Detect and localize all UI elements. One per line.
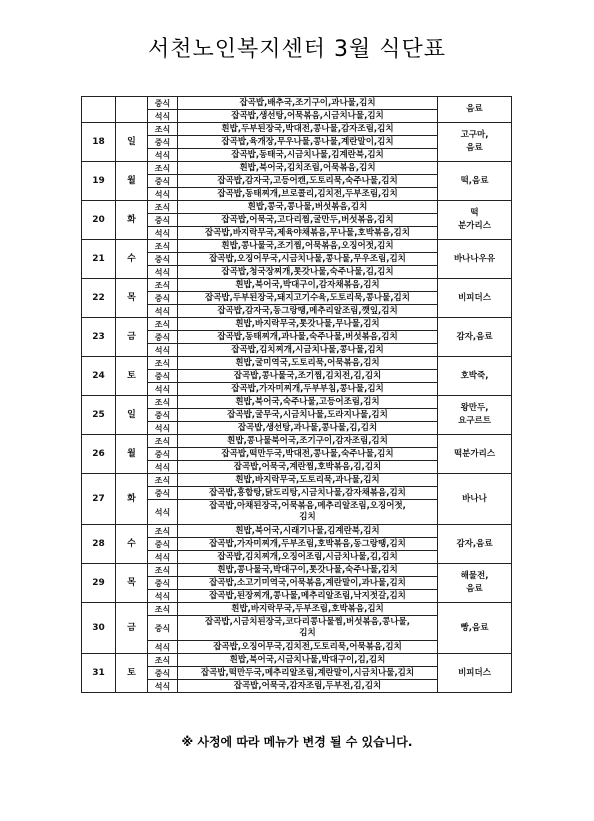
menu-items-cell: 흰밥,두부된장국,박대전,콩나물,감자조림,김치 xyxy=(178,123,438,136)
menu-row xyxy=(82,318,512,331)
weekday-cell: 일 xyxy=(116,396,148,435)
menu-items-cell: 잡곡밥,두부된장국,돼지고기수육,도토리묵,콩나물,김치 xyxy=(178,292,438,305)
date-cell: 21 xyxy=(82,240,116,279)
snack-cell: 음료 xyxy=(438,97,512,123)
menu-items-cell: 잡곡밥,소고기미역국,어묵볶음,계란말이,과나물,김치 xyxy=(178,577,438,590)
snack-cell: 떡,음료 xyxy=(438,162,512,201)
menu-items-cell: 잡곡밥,김치찌개,시금치나물,콩나물,김치 xyxy=(178,344,438,357)
weekday-cell: 목 xyxy=(116,564,148,603)
weekday-cell: 수 xyxy=(116,240,148,279)
menu-items-cell: 흰밥,북어국,시래기나물,김계란북,김치 xyxy=(178,525,438,538)
date-cell: 28 xyxy=(82,525,116,564)
date-cell: 30 xyxy=(82,603,116,654)
date-cell: 22 xyxy=(82,279,116,318)
meal-type-cell: 석식 xyxy=(148,500,178,525)
meal-type-cell: 석식 xyxy=(148,422,178,435)
menu-row xyxy=(82,396,512,409)
snack-cell: 떡 분가리스 xyxy=(438,201,512,240)
snack-cell: 바나나 xyxy=(438,474,512,525)
date-cell: 29 xyxy=(82,564,116,603)
menu-items-cell: 흰밥,콩나물국,조기찜,어묵볶음,오징어젓,김치 xyxy=(178,240,438,253)
menu-items-cell: 잡곡밥,동태국,시금치나물,김계란북,김치 xyxy=(178,149,438,162)
menu-row xyxy=(82,435,512,448)
menu-items-cell: 잡곡밥,가자미찌개,두부조림,호박볶음,동그랑땡,김치 xyxy=(178,538,438,551)
date-cell: 19 xyxy=(82,162,116,201)
meal-type-cell: 조식 xyxy=(148,357,178,370)
snack-cell: 왕만두, 요구르트 xyxy=(438,396,512,435)
menu-items-cell: 흰밥,북어국,김치조림,어묵볶음,김치 xyxy=(178,162,438,175)
meal-type-cell: 조식 xyxy=(148,162,178,175)
menu-items-cell: 잡곡밥,떡만두국,메추리알조림,계란말이,시금치나물,김치 xyxy=(178,667,438,680)
snack-cell: 떡분가리스 xyxy=(438,435,512,474)
meal-type-cell: 중식 xyxy=(148,616,178,641)
menu-items-cell: 흰밥,북어국,숙주나물,고등어조림,김치 xyxy=(178,396,438,409)
snack-cell: 고구마, 음료 xyxy=(438,123,512,162)
meal-type-cell: 조식 xyxy=(148,564,178,577)
meal-type-cell: 중식 xyxy=(148,97,178,110)
date-cell: 27 xyxy=(82,474,116,525)
snack-cell: 감자,음료 xyxy=(438,525,512,564)
menu-row xyxy=(82,357,512,370)
date-cell xyxy=(82,97,116,123)
notice-text: ※ 사정에 따라 메뉴가 변경 될 수 있습니다. xyxy=(181,735,413,749)
meal-type-cell: 조식 xyxy=(148,240,178,253)
snack-cell: 감자,음료 xyxy=(438,318,512,357)
menu-items-cell: 잡곡밥,시금치된장국,코다리콩나물찜,버섯볶음,콩나물, 김치 xyxy=(178,616,438,641)
weekday-cell: 금 xyxy=(116,603,148,654)
menu-items-cell: 잡곡밥,생선탕,과나물,콩나물,김,김치 xyxy=(178,422,438,435)
meal-type-cell: 중식 xyxy=(148,409,178,422)
snack-cell: 빵,음료 xyxy=(438,603,512,654)
meal-type-cell: 석식 xyxy=(148,383,178,396)
menu-items-cell: 잡곡밥,감자국,고등어캔,도토리묵,숙주나물,김치 xyxy=(178,175,438,188)
menu-table-body xyxy=(82,97,512,693)
meal-type-cell: 석식 xyxy=(148,551,178,564)
meal-type-cell: 조식 xyxy=(148,123,178,136)
meal-type-cell: 중식 xyxy=(148,214,178,227)
menu-items-cell: 잡곡밥,생선탕,어묵볶음,시금치나물,김치 xyxy=(178,110,438,123)
menu-table xyxy=(81,96,512,693)
menu-row xyxy=(82,240,512,253)
date-cell: 31 xyxy=(82,654,116,693)
date-cell: 24 xyxy=(82,357,116,396)
meal-type-cell: 조식 xyxy=(148,279,178,292)
menu-items-cell: 흰밥,콩나물국,박대구이,톳갓나물,숙주나물,김치 xyxy=(178,564,438,577)
meal-type-cell: 조식 xyxy=(148,318,178,331)
meal-type-cell: 조식 xyxy=(148,201,178,214)
snack-cell: 비피더스 xyxy=(438,279,512,318)
weekday-cell: 화 xyxy=(116,201,148,240)
weekday-cell: 일 xyxy=(116,123,148,162)
menu-items-cell: 잡곡밥,콩나물국,조기찜,김치전,김,김치 xyxy=(178,370,438,383)
menu-items-cell: 잡곡밥,어묵국,계란찜,호박볶음,김,김치 xyxy=(178,461,438,474)
menu-items-cell: 잡곡밥,떡만두국,박대전,콩나물,숙주나물,김치 xyxy=(178,448,438,461)
menu-items-cell: 잡곡밥,육개장,무우나물,콩나물,계란말이,김치 xyxy=(178,136,438,149)
weekday-cell: 수 xyxy=(116,525,148,564)
menu-items-cell: 잡곡밥,감자국,동그랑땡,메추리알조림,깻잎,김치 xyxy=(178,305,438,318)
meal-type-cell: 석식 xyxy=(148,188,178,201)
meal-type-cell: 조식 xyxy=(148,396,178,409)
date-cell: 26 xyxy=(82,435,116,474)
weekday-cell: 토 xyxy=(116,654,148,693)
menu-items-cell: 흰밥,콩나물북어국,조기구이,감자조림,김치 xyxy=(178,435,438,448)
weekday-cell: 금 xyxy=(116,318,148,357)
snack-cell: 호박죽, xyxy=(438,357,512,396)
menu-items-cell: 잡곡밥,어묵국,감자조림,두부전,김,김치 xyxy=(178,680,438,693)
page-title: 서천노인복지센터 3월 식단표 xyxy=(147,37,446,62)
menu-row xyxy=(82,603,512,616)
menu-row xyxy=(82,564,512,577)
date-cell: 20 xyxy=(82,201,116,240)
date-cell: 18 xyxy=(82,123,116,162)
meal-type-cell: 석식 xyxy=(148,110,178,123)
menu-items-cell: 흰밥,바지락무국,도토리묵,과나물,김치 xyxy=(178,474,438,487)
menu-items-cell: 잡곡밥,흥합탕,닭도리탕,시금치나물,감자채볶음,김치 xyxy=(178,487,438,500)
menu-items-cell: 잡곡밥,오징어무국,시금치나물,콩나물,무우조림,김치 xyxy=(178,253,438,266)
meal-type-cell: 석식 xyxy=(148,641,178,654)
menu-row xyxy=(82,474,512,487)
menu-items-cell: 흰밥,콩국,콩나물,버섯볶음,김치 xyxy=(178,201,438,214)
menu-row xyxy=(82,162,512,175)
menu-items-cell: 흰밥,북어국,시금치나물,박대구이,김,김치 xyxy=(178,654,438,667)
snack-cell: 해물전, 음료 xyxy=(438,564,512,603)
meal-type-cell: 석식 xyxy=(148,680,178,693)
menu-items-cell: 잡곡밥,오징어무국,김치전,도토리묵,어묵볶음,김치 xyxy=(178,641,438,654)
menu-items-cell: 잡곡밥,김치찌개,오징어조림,시금치나물,김,김치 xyxy=(178,551,438,564)
meal-type-cell: 중식 xyxy=(148,136,178,149)
meal-type-cell: 중식 xyxy=(148,448,178,461)
meal-type-cell: 조식 xyxy=(148,525,178,538)
snack-cell: 비피더스 xyxy=(438,654,512,693)
weekday-cell xyxy=(116,97,148,123)
meal-type-cell: 석식 xyxy=(148,344,178,357)
menu-items-cell: 잡곡밥,청국장찌개,톳갓나물,숙주나물,김,김치 xyxy=(178,266,438,279)
menu-row xyxy=(82,654,512,667)
meal-type-cell: 중식 xyxy=(148,292,178,305)
menu-items-cell: 흰밥,북어국,박대구이,감자채볶음,김치 xyxy=(178,279,438,292)
meal-type-cell: 조식 xyxy=(148,603,178,616)
meal-type-cell: 중식 xyxy=(148,577,178,590)
meal-type-cell: 석식 xyxy=(148,461,178,474)
menu-items-cell: 잡곡밥,동태찌개,과나물,숙주나물,버섯볶음,김치 xyxy=(178,331,438,344)
menu-row xyxy=(82,279,512,292)
menu-items-cell: 잡곡밥,어묵국,고다리찜,굴만두,버섯볶음,김치 xyxy=(178,214,438,227)
menu-items-cell: 잡곡밥,동태찌개,브로콜리,김치전,두부조림,김치 xyxy=(178,188,438,201)
date-cell: 25 xyxy=(82,396,116,435)
meal-type-cell: 중식 xyxy=(148,487,178,500)
weekday-cell: 월 xyxy=(116,435,148,474)
weekday-cell: 토 xyxy=(116,357,148,396)
weekday-cell: 화 xyxy=(116,474,148,525)
menu-items-cell: 잡곡밥,된장찌개,콩나물,메추리알조림,낙지젓갈,김치 xyxy=(178,590,438,603)
date-cell: 23 xyxy=(82,318,116,357)
menu-items-cell: 잡곡밥,배추국,조기구이,과나물,김치 xyxy=(178,97,438,110)
meal-type-cell: 석식 xyxy=(148,266,178,279)
meal-type-cell: 석식 xyxy=(148,149,178,162)
menu-row xyxy=(82,123,512,136)
meal-type-cell: 석식 xyxy=(148,305,178,318)
meal-type-cell: 석식 xyxy=(148,227,178,240)
menu-items-cell: 흰밥,바지락무국,톳갓나물,무나물,김치 xyxy=(178,318,438,331)
meal-type-cell: 조식 xyxy=(148,474,178,487)
meal-type-cell: 조식 xyxy=(148,654,178,667)
menu-row xyxy=(82,525,512,538)
meal-type-cell: 중식 xyxy=(148,331,178,344)
menu-items-cell: 잡곡밥,아채된장국,어묵볶음,메추리알조림,오징어젓, 김치 xyxy=(178,500,438,525)
meal-type-cell: 중식 xyxy=(148,175,178,188)
menu-items-cell: 잡곡밥,굴무국,시금치나물,도라지나물,김치 xyxy=(178,409,438,422)
menu-row xyxy=(82,97,512,110)
weekday-cell: 목 xyxy=(116,279,148,318)
snack-cell: 바나나우유 xyxy=(438,240,512,279)
menu-items-cell: 잡곡밥,가자미찌개,두부부침,콩나물,김치 xyxy=(178,383,438,396)
menu-items-cell: 잡곡밥,바지락무국,제육야채볶음,무나물,호박볶음,김치 xyxy=(178,227,438,240)
meal-type-cell: 중식 xyxy=(148,253,178,266)
menu-items-cell: 흰밥,바지락무국,두부조림,호박볶음,김치 xyxy=(178,603,438,616)
meal-type-cell: 석식 xyxy=(148,590,178,603)
meal-type-cell: 조식 xyxy=(148,435,178,448)
meal-type-cell: 중식 xyxy=(148,667,178,680)
meal-type-cell: 중식 xyxy=(148,370,178,383)
menu-items-cell: 흰밥,굴미역국,도토리묵,어묵볶음,김치 xyxy=(178,357,438,370)
meal-type-cell: 중식 xyxy=(148,538,178,551)
weekday-cell: 월 xyxy=(116,162,148,201)
menu-row xyxy=(82,201,512,214)
